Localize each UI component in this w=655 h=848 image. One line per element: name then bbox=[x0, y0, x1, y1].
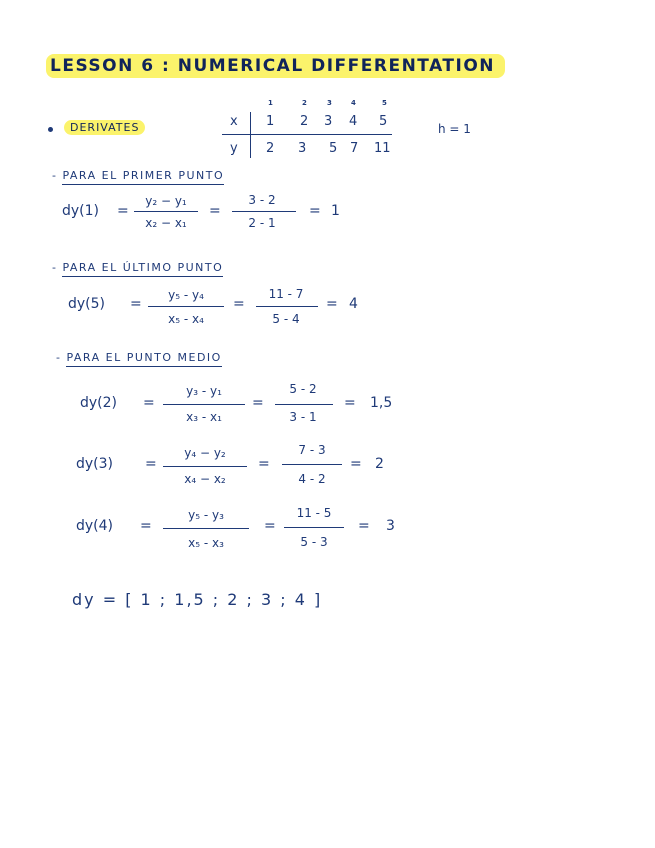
mid-point-numeric-den: 3 - 1 bbox=[289, 410, 317, 424]
fraction-bar bbox=[282, 464, 342, 465]
equals-sign: = bbox=[233, 296, 245, 312]
first-point-symbolic-num: y₂ − y₁ bbox=[145, 194, 187, 208]
fraction-bar bbox=[163, 404, 245, 405]
fraction-bar bbox=[275, 404, 333, 405]
mid-point-symbolic-num: y₅ - y₃ bbox=[188, 508, 224, 522]
mid-point-lhs: dy(2) bbox=[80, 395, 118, 411]
equals-sign: = bbox=[130, 296, 142, 312]
mid-point-result: 2 bbox=[375, 456, 384, 472]
step-size-note: h = 1 bbox=[438, 122, 471, 136]
mid-point-symbolic-den: x₃ - x₁ bbox=[186, 410, 222, 424]
fraction-bar bbox=[232, 211, 296, 212]
index-2: 2 bbox=[302, 99, 307, 107]
equals-sign: = bbox=[358, 518, 370, 534]
last-point-numeric-num: 11 - 7 bbox=[268, 287, 304, 301]
mid-point-symbolic-num: y₄ − y₂ bbox=[184, 446, 226, 460]
last-point-lhs: dy(5) bbox=[68, 296, 106, 312]
index-3: 3 bbox=[327, 99, 332, 107]
index-1: 1 bbox=[268, 99, 273, 107]
mid-point-lhs: dy(4) bbox=[76, 518, 114, 534]
mid-point-symbolic-den: x₅ - x₃ bbox=[188, 536, 224, 550]
y-value: 11 bbox=[374, 141, 391, 156]
x-value: 3 bbox=[324, 114, 333, 129]
equals-sign: = bbox=[117, 203, 129, 219]
x-value: 4 bbox=[349, 114, 358, 129]
equals-sign: = bbox=[326, 296, 338, 312]
last-point-symbolic-num: y₅ - y₄ bbox=[168, 288, 204, 302]
equals-sign: = bbox=[140, 518, 152, 534]
section-last-point-heading: PARA EL ÚLTIMO PUNTO bbox=[62, 261, 223, 277]
index-4: 4 bbox=[351, 99, 356, 107]
first-point-numeric-num: 3 - 2 bbox=[248, 193, 276, 207]
last-point-numeric-den: 5 - 4 bbox=[272, 312, 300, 326]
x-value: 2 bbox=[300, 114, 309, 129]
derivates-highlight: DERIVATES bbox=[64, 120, 145, 135]
mid-point-lhs: dy(3) bbox=[76, 456, 114, 472]
final-result: dy = [ 1 ; 1,5 ; 2 ; 3 ; 4 ] bbox=[72, 590, 323, 609]
mid-point-symbolic-den: x₄ − x₂ bbox=[184, 472, 226, 486]
fraction-bar bbox=[163, 466, 247, 467]
bullet-dot bbox=[48, 127, 53, 132]
equals-sign: = bbox=[344, 395, 356, 411]
equals-sign: = bbox=[252, 395, 264, 411]
fraction-bar bbox=[284, 527, 344, 528]
mid-point-result: 3 bbox=[386, 518, 395, 534]
section-first-point: - PARA EL PRIMER PUNTO bbox=[52, 169, 224, 182]
y-label: y bbox=[230, 141, 238, 156]
y-value: 5 bbox=[329, 141, 338, 156]
fraction-bar bbox=[256, 306, 318, 307]
mid-point-result: 1,5 bbox=[370, 395, 393, 411]
x-label: x bbox=[230, 114, 238, 129]
section-mid-point-heading: PARA EL PUNTO MEDIO bbox=[66, 351, 221, 367]
last-point-symbolic-den: x₅ - x₄ bbox=[168, 312, 204, 326]
fraction-bar bbox=[148, 306, 224, 307]
first-point-symbolic-den: x₂ − x₁ bbox=[145, 216, 187, 230]
fraction-bar bbox=[134, 211, 198, 212]
equals-sign: = bbox=[143, 395, 155, 411]
equals-sign: = bbox=[258, 456, 270, 472]
y-value: 3 bbox=[298, 141, 307, 156]
mid-point-symbolic-num: y₃ - y₁ bbox=[186, 384, 222, 398]
table-horizontal-rule bbox=[222, 134, 392, 135]
mid-point-numeric-num: 7 - 3 bbox=[298, 443, 326, 457]
equals-sign: = bbox=[145, 456, 157, 472]
y-value: 2 bbox=[266, 141, 275, 156]
equals-sign: = bbox=[309, 203, 321, 219]
index-5: 5 bbox=[382, 99, 387, 107]
equals-sign: = bbox=[209, 203, 221, 219]
section-first-point-heading: PARA EL PRIMER PUNTO bbox=[62, 169, 224, 185]
mid-point-numeric-num: 5 - 2 bbox=[289, 382, 317, 396]
page-title bbox=[46, 56, 505, 76]
y-value: 7 bbox=[350, 141, 359, 156]
derivates-label bbox=[64, 121, 145, 134]
mid-point-numeric-den: 5 - 3 bbox=[300, 535, 328, 549]
first-point-numeric-den: 2 - 1 bbox=[248, 216, 276, 230]
x-value: 1 bbox=[266, 114, 275, 129]
section-mid-point: - PARA EL PUNTO MEDIO bbox=[56, 351, 222, 364]
title-highlight: LESSON 6 : NUMERICAL DIFFERENTATION bbox=[46, 54, 505, 78]
first-point-result: 1 bbox=[331, 203, 340, 219]
mid-point-numeric-num: 11 - 5 bbox=[296, 506, 332, 520]
mid-point-numeric-den: 4 - 2 bbox=[298, 472, 326, 486]
equals-sign: = bbox=[264, 518, 276, 534]
fraction-bar bbox=[163, 528, 249, 529]
x-value: 5 bbox=[379, 114, 388, 129]
last-point-result: 4 bbox=[349, 296, 358, 312]
section-last-point: - PARA EL ÚLTIMO PUNTO bbox=[52, 261, 223, 274]
first-point-lhs: dy(1) bbox=[62, 203, 100, 219]
equals-sign: = bbox=[350, 456, 362, 472]
